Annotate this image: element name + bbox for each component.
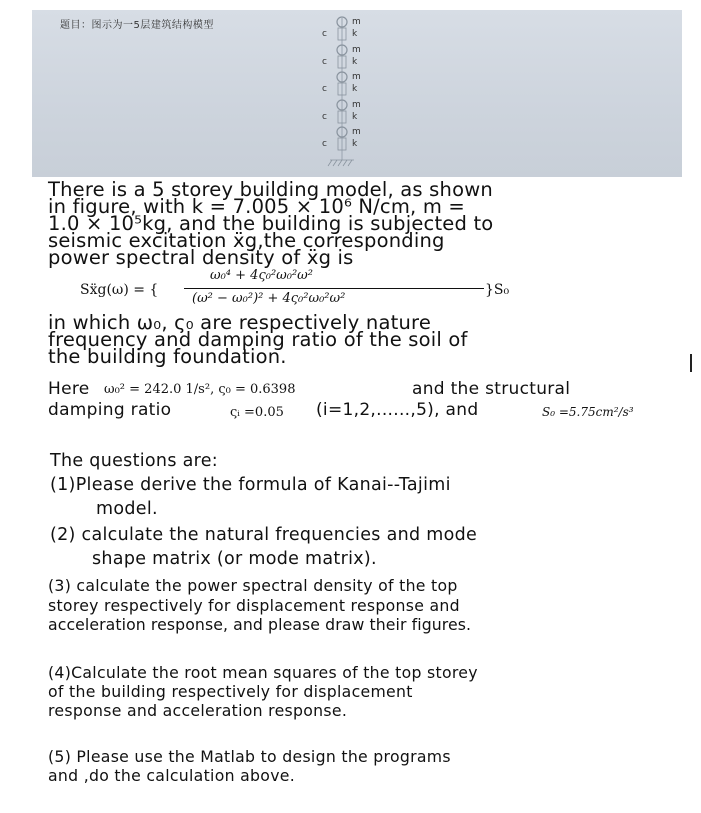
question-4-line-1: (4)Calculate the root mean squares of the top storey xyxy=(48,663,478,682)
where-line-3: the building foundation. xyxy=(48,345,287,368)
intro-line-5: power spectral density of ẍg is xyxy=(48,246,354,269)
stiffness-label: k xyxy=(352,112,358,122)
figure-title: 题目：图示为一5层建筑结构模型 xyxy=(60,20,214,31)
question-3-line-1: (3) calculate the power spectral density of the top xyxy=(48,576,458,595)
mass-label: m xyxy=(352,45,361,55)
stiffness-label: k xyxy=(352,29,358,39)
mass-label: m xyxy=(352,127,361,137)
formula-rhs: }S₀ xyxy=(485,282,510,298)
damping-label: damping ratio xyxy=(48,400,172,420)
ground-support xyxy=(328,160,354,166)
psd-formula xyxy=(80,268,540,312)
question-2-line-1: (2) calculate the natural frequencies and mode xyxy=(50,525,478,545)
question-1-line-2: model. xyxy=(96,499,158,519)
question-4-line-2: of the building respectively for displacement xyxy=(48,682,413,701)
question-5-line-1: (5) Please use the Matlab to design the programs xyxy=(48,747,451,766)
question-5-line-2: and ,do the calculation above. xyxy=(48,766,296,785)
stiffness-label: k xyxy=(352,57,358,67)
where-line-2: frequency and damping ratio of the soil of xyxy=(48,328,468,351)
s0-value: S₀ =5.75cm²/s³ xyxy=(542,405,634,419)
formula-denominator: (ω² − ω₀²)² + 4ς₀²ω₀²ω² xyxy=(192,291,346,306)
omega-value: ω₀² = 242.0 1/s², ς₀ = 0.6398 xyxy=(104,382,296,397)
text-cursor xyxy=(690,354,692,372)
formula-lhs: Sẍg(ω) = { xyxy=(80,282,159,298)
intro-line-1: There is a 5 storey building model, as shown xyxy=(48,178,493,201)
questions-header: The questions are: xyxy=(50,451,218,471)
damping-label: c xyxy=(322,139,327,149)
question-3-line-2: storey respectively for displacement response and xyxy=(48,596,460,615)
formula-numerator: ω₀⁴ + 4ς₀²ω₀²ω² xyxy=(210,268,313,283)
stiffness-label: k xyxy=(352,139,358,149)
where-line-1: in which ω₀, ς₀ are respectively nature xyxy=(48,311,432,334)
here-label: Here xyxy=(48,379,90,399)
question-2-line-2: shape matrix (or mode matrix). xyxy=(92,549,377,569)
damping-label: c xyxy=(322,57,327,67)
xi-value: ςᵢ =0.05 xyxy=(230,405,284,420)
stiffness-label: k xyxy=(352,84,358,94)
index-text: (i=1,2,......,5), and xyxy=(316,400,479,420)
question-4-line-3: response and acceleration response. xyxy=(48,701,348,720)
damping-label: c xyxy=(322,112,327,122)
question-1-line-1: (1)Please derive the formula of Kanai--Tajimi xyxy=(50,475,451,495)
floor-5 xyxy=(322,127,361,150)
question-3-line-3: acceleration response, and please draw their figures. xyxy=(48,615,472,634)
building-model-diagram xyxy=(32,10,682,177)
mass-label: m xyxy=(352,100,361,110)
intro-line-3: 1.0 × 10⁵kg, and the building is subjected to xyxy=(48,212,494,235)
intro-line-2: in figure, with k = 7.005 × 10⁶ N/cm, m = xyxy=(48,195,465,218)
intro-line-4: seismic excitation ẍg,the corresponding xyxy=(48,229,445,252)
damping-label: c xyxy=(322,29,327,39)
floor-3 xyxy=(322,72,361,95)
structure-figure xyxy=(32,10,682,177)
mass-label: m xyxy=(352,72,361,82)
floor-1 xyxy=(322,17,361,40)
floor-2 xyxy=(322,45,361,68)
and-structural: and the structural xyxy=(412,379,571,399)
damping-label: c xyxy=(322,84,327,94)
fraction-bar xyxy=(184,288,484,289)
mass-label: m xyxy=(352,17,361,27)
floor-4 xyxy=(322,100,361,123)
